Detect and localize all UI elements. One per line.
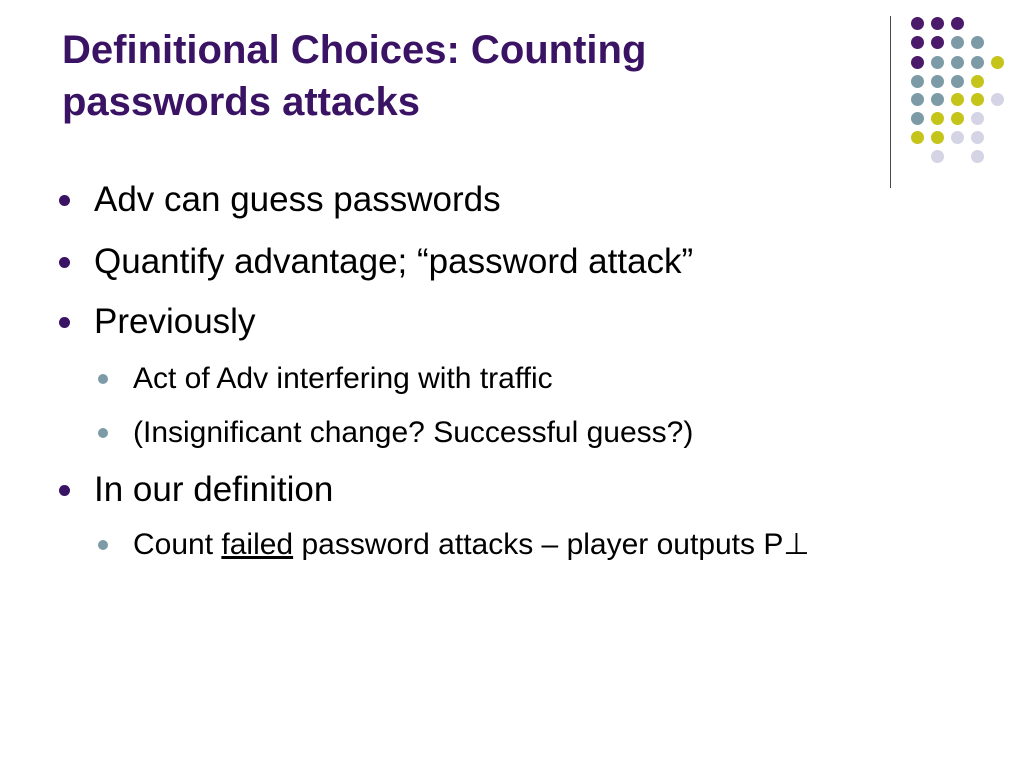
- dot: [931, 131, 944, 144]
- dot: [931, 75, 944, 88]
- sub-bullet-marker: [98, 540, 108, 550]
- sub-bullet-text: (Insignificant change? Successful guess?): [133, 416, 694, 449]
- slide-title: [62, 24, 862, 128]
- bullet-text: Adv can guess passwords: [94, 180, 501, 219]
- bullet-text: Quantify advantage; “password attack”: [94, 242, 694, 281]
- bullet-marker: [59, 485, 70, 496]
- dot: [931, 112, 944, 125]
- sub-bullet-text-post: password attacks – player outputs P⊥: [293, 528, 810, 561]
- bullet-text: Previously: [94, 302, 256, 341]
- dot: [931, 150, 944, 163]
- dot: [951, 93, 964, 106]
- bullet-marker: [59, 257, 70, 268]
- bullet-item: [94, 242, 693, 282]
- bullet-item: [94, 180, 501, 220]
- dot: [931, 36, 944, 49]
- dot: [951, 112, 964, 125]
- dot: [971, 131, 984, 144]
- dot: [971, 56, 984, 69]
- dot: [911, 56, 924, 69]
- dot: [911, 75, 924, 88]
- dot: [931, 56, 944, 69]
- sub-bullet-text: Act of Adv interfering with traffic: [133, 362, 553, 395]
- bullet-marker: [59, 195, 70, 206]
- dot: [911, 93, 924, 106]
- dot: [911, 36, 924, 49]
- title-line-2: passwords attacks: [62, 80, 420, 124]
- dot: [951, 17, 964, 30]
- sub-bullet-item: [133, 527, 810, 563]
- dot: [991, 93, 1004, 106]
- title-line-1: Definitional Choices: Counting: [62, 28, 647, 72]
- bullet-marker: [59, 317, 70, 328]
- dot: [951, 56, 964, 69]
- sub-bullet-marker: [98, 374, 108, 384]
- dot: [971, 112, 984, 125]
- sub-bullet-text-pre: Count: [133, 528, 222, 561]
- dot: [951, 36, 964, 49]
- dot: [911, 131, 924, 144]
- dot: [971, 150, 984, 163]
- bullet-text: In our definition: [94, 470, 334, 509]
- bullet-item: [94, 302, 255, 342]
- sub-bullet-marker: [98, 428, 108, 438]
- underlined-word: failed: [221, 528, 294, 561]
- dot: [971, 75, 984, 88]
- dot: [931, 17, 944, 30]
- dot: [911, 112, 924, 125]
- sub-bullet-item: [133, 415, 693, 451]
- bullet-item: [94, 470, 333, 510]
- decorative-divider: [890, 16, 891, 188]
- dot: [971, 36, 984, 49]
- dot: [971, 93, 984, 106]
- dot: [931, 93, 944, 106]
- dot: [911, 17, 924, 30]
- sub-bullet-item: [133, 361, 553, 397]
- dot: [991, 56, 1004, 69]
- dot: [951, 131, 964, 144]
- dot: [951, 75, 964, 88]
